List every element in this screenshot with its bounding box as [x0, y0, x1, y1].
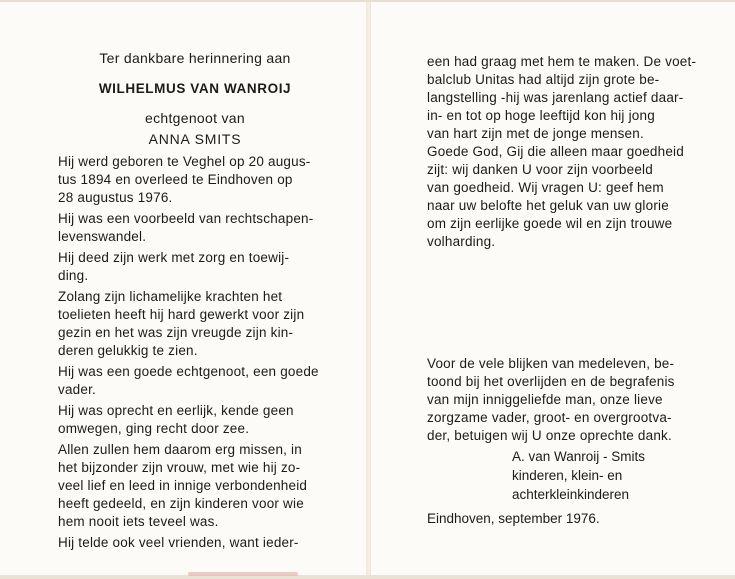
text-line: Hij was een goede echtgenoot, een goede [58, 364, 319, 379]
text-line: Hij telde ook veel vrienden, want ieder- [58, 535, 299, 550]
text-line: in- en tot op hoge leeftijd kon hij jong [427, 108, 655, 123]
memorial-paragraph [58, 402, 358, 438]
right-text-column [427, 53, 727, 251]
text-line: van hart zijn met de jonge mensen. [427, 126, 644, 141]
memorial-paragraph [58, 441, 358, 531]
text-line: ding. [58, 268, 89, 283]
signature-grandchildren: achterkleinkinderen [512, 487, 630, 502]
text-line: zijt: wij danken U voor zijn voorbeeld [427, 162, 653, 177]
signature-name: A. van Wanroij - Smits [512, 449, 646, 464]
text-line: Allen zullen hem daarom erg missen, in [58, 442, 302, 457]
text-line: langstelling -hij was jarenlang actief daar- [427, 90, 684, 105]
text-line: toond bij het overlijden en de begrafenis [427, 374, 675, 389]
memorial-paragraph [58, 249, 358, 285]
text-line: heeft gedeeld, en zijn kinderen voor wie [58, 496, 304, 511]
text-line: een had graag met hem te maken. De voet- [427, 54, 697, 69]
text-line: Hij deed zijn werk met zorg en toewij- [58, 250, 290, 265]
card-top-edge [0, 0, 735, 2]
text-line: naar uw belofte het geluk van uw glorie [427, 198, 669, 213]
text-line: om zijn eerlijke goede wil en zijn trouwe [427, 216, 673, 231]
text-line: van goedheid. Wij vragen U: geef hem [427, 180, 664, 195]
text-line: vader. [58, 382, 96, 397]
text-line: der, betuigen wij U onze oprechte dank. [427, 428, 672, 443]
memorial-paragraph [58, 363, 358, 399]
thanks-paragraph [427, 355, 727, 445]
text-line: Goede God, Gij die alleen maar goedheid [427, 144, 684, 159]
text-line: 28 augustus 1976. [58, 190, 173, 205]
text-line: veel lief en leed in innige verbondenheid [58, 478, 308, 493]
memorial-paragraph [58, 288, 358, 360]
place-date: Eindhoven, september 1976. [427, 511, 600, 526]
memorial-paragraph [58, 210, 358, 246]
memorial-paragraph [58, 534, 358, 552]
text-line: Hij was een voorbeeld van rechtschapen- [58, 211, 314, 226]
text-line: van mijn inniggeliefde man, onze lieve [427, 392, 663, 407]
text-line: levenswandel. [58, 229, 147, 244]
text-line: deren gelukkig te zien. [58, 343, 198, 358]
text-line: volharding. [427, 234, 496, 249]
memorial-paragraph [58, 153, 358, 207]
text-line: toelieten heeft hij hard gewerkt voor zijn [58, 307, 305, 322]
card-bottom-edge [0, 575, 735, 579]
text-line: Hij werd geboren te Veghel op 20 augus- [58, 154, 311, 169]
spouse-relation: echtgenoot van [145, 110, 245, 126]
text-line: gezin en het was zijn vreugde zijn kin- [58, 325, 294, 340]
left-text-column [58, 153, 358, 555]
bottom-color-mark [188, 572, 298, 576]
text-line: tus 1894 en overleed te Eindhoven op [58, 172, 293, 187]
text-line: zorgzame vader, groot- en overgrootva- [427, 410, 672, 425]
text-line: Voor de vele blijken van medeleven, be- [427, 356, 675, 371]
text-line: hem nooit iets teveel was. [58, 514, 219, 529]
deceased-name: WILHELMUS VAN WANROIJ [98, 81, 292, 96]
signature-block [512, 447, 645, 504]
text-line: het bijzonder zijn vrouw, met wie hij zo- [58, 460, 301, 475]
signature-children: kinderen, klein- en [512, 468, 623, 483]
text-line: omwegen, ging recht door zee. [58, 421, 250, 436]
spouse-name: ANNA SMITS [148, 131, 242, 147]
text-line: Zolang zijn lichamelijke krachten het [58, 289, 283, 304]
text-line: Hij was oprecht en eerlijk, kende geen [58, 403, 294, 418]
memorial-intro: Ter dankbare herinnering aan [99, 50, 291, 66]
text-line: balclub Unitas had altijd zijn grote be- [427, 72, 660, 87]
